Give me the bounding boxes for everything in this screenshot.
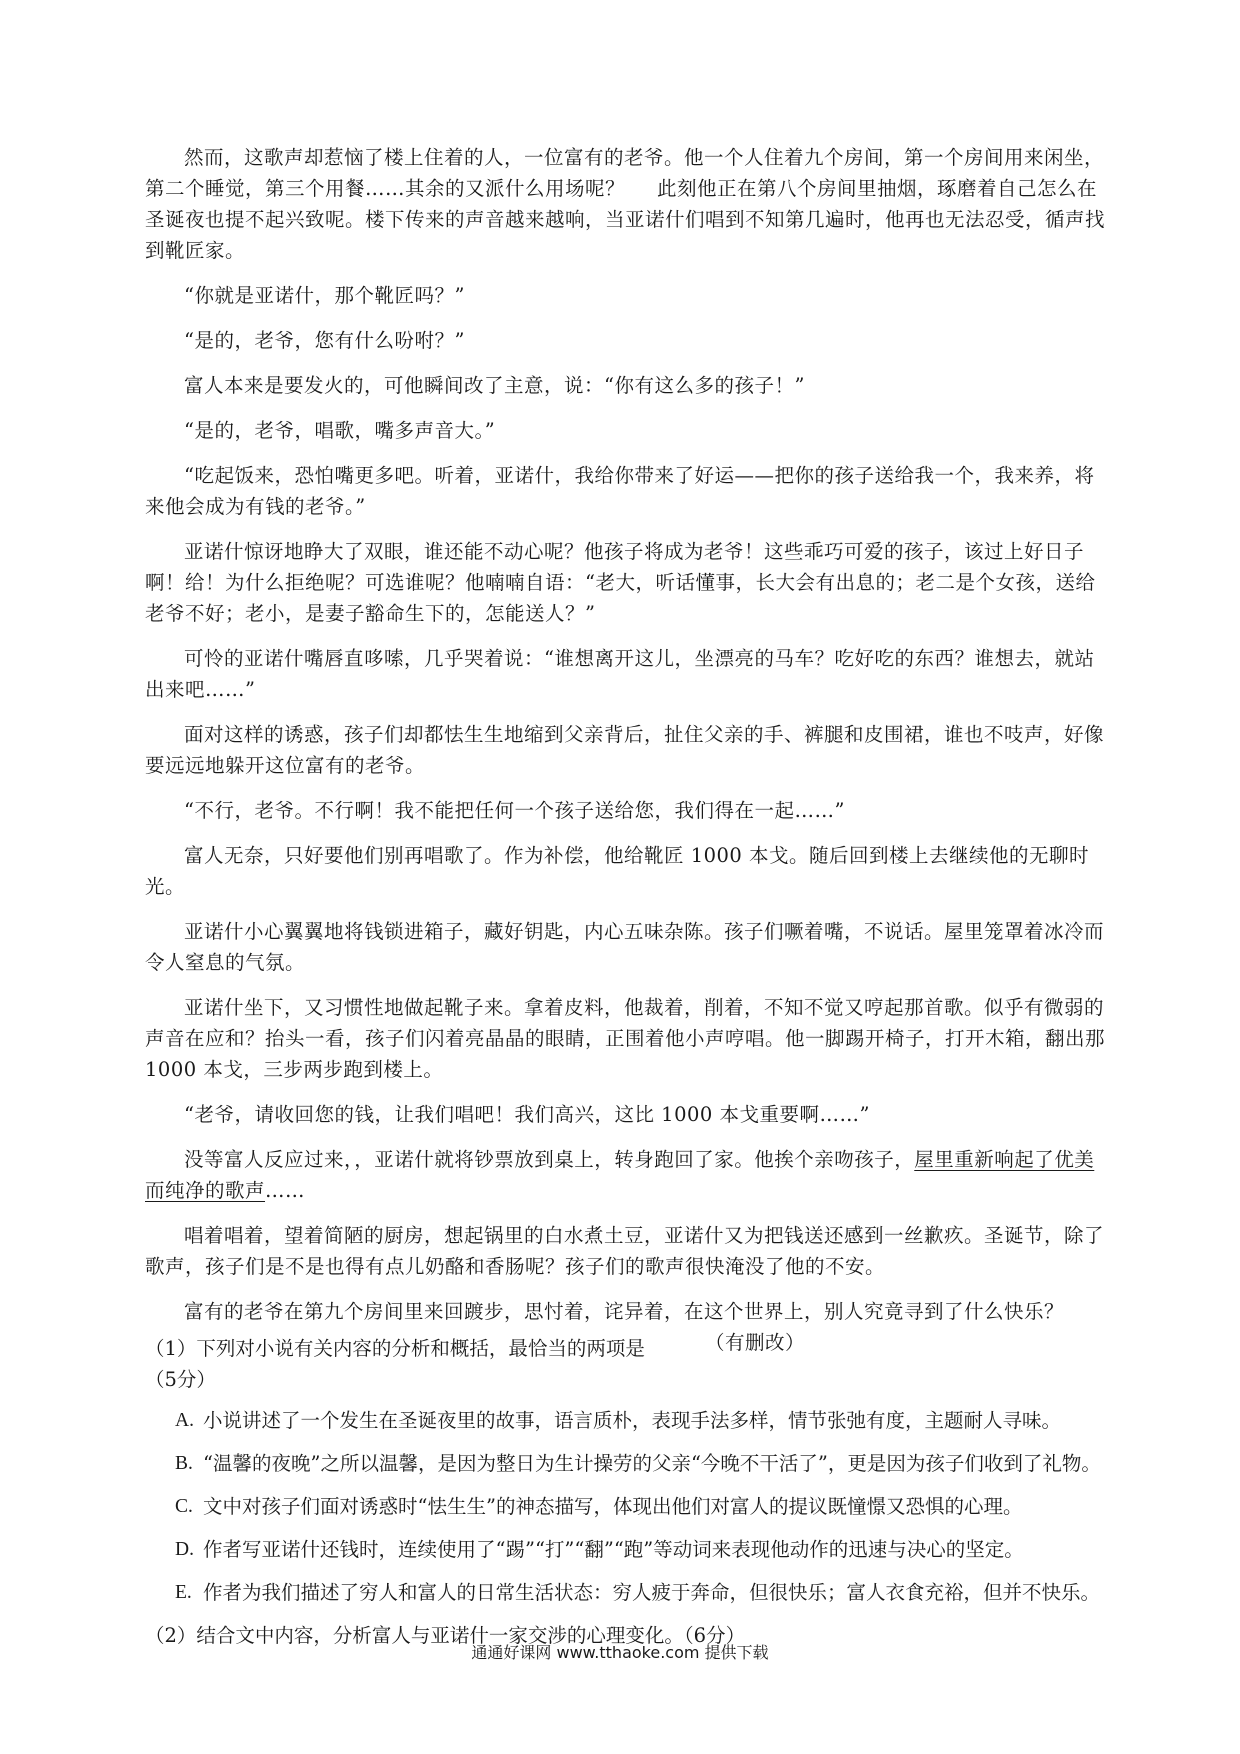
paragraph: “老爷，请收回您的钱，让我们唱吧！我们高兴，这比 1000 本戈重要啊……” xyxy=(184,1103,870,1126)
footer-source: 通通好课网 www.tthaoke.com 提供下载 xyxy=(471,1643,769,1662)
exam-page xyxy=(145,142,1105,1661)
paragraph: “吃起饭来，恐怕嘴更多吧。听着，亚诺什，我给你带来了好运——把你的孩子送给我一个，我来养，将来他会成为有钱的老爷。” xyxy=(145,464,1095,518)
paragraph-text: 然而，这歌声却惹恼了楼上住着的人，一位富有的老爷。他一个人住着九个房间，第一个房间用来闲坐，第二个睡觉，第三个用餐……其余的又派什么用场呢？ xyxy=(145,146,1105,200)
paragraph-text: 此刻他正在第八个房间里抽烟，琢磨着自己怎么在圣诞夜也提不起兴致呢。楼下传来的声音越来越响，当亚诺什们唱到不知第几遍时，他再也无法忍受，循声找到靴匠家。 xyxy=(145,177,1106,262)
edit-note: （有删改） xyxy=(704,1331,805,1354)
paragraph-text: 富有的老爷在第九个房间里来回踱步，思忖着，诧异着，在这个世界上，别人究竟寻到了什么快乐？ xyxy=(184,1300,1065,1323)
option-e xyxy=(175,1577,1105,1608)
option-letter: C. xyxy=(175,1496,193,1517)
option-text: 小说讲述了一个发生在圣诞夜里的故事，语言质朴，表现手法多样，情节张弛有度，主题耐人寻味。 xyxy=(203,1409,1062,1432)
paragraph: 亚诺什惊讶地睁大了双眼，谁还能不动心呢？他孩子将成为老爷！这些乖巧可爱的孩子，该过上好日子啊！给！为什么拒绝呢？可选谁呢？他喃喃自语：“老大，听话懂事，长大会有出息的；老二是个女孩，送给老爷不好；老小，是妻子豁命生下的，怎能送人？” xyxy=(145,540,1096,625)
paragraph: 面对这样的诱惑，孩子们却都怯生生地缩到父亲背后，扯住父亲的手、裤腿和皮围裙，谁也不吱声，好像要远远地躲开这位富有的老爷。 xyxy=(145,723,1105,777)
paragraph: “是的，老爷，您有什么吩咐？” xyxy=(184,329,465,352)
option-d xyxy=(175,1534,1105,1565)
underlined-phrase: 屋里重新响起了优美而纯净的歌声 xyxy=(145,1148,1095,1202)
paragraph: “是的，老爷，唱歌，嘴多声音大。” xyxy=(184,419,496,442)
paragraph: 可怜的亚诺什嘴唇直哆嗦，几乎哭着说：“谁想离开这儿，坐漂亮的马车？吃好吃的东西？谁想去，就站出来吧……” xyxy=(145,647,1095,701)
option-letter: E. xyxy=(175,1582,192,1603)
option-letter: A. xyxy=(175,1410,194,1431)
paragraph: “不行，老爷。不行啊！我不能把任何一个孩子送给您，我们得在一起……” xyxy=(184,799,845,822)
paragraph: 唱着唱着，望着简陋的厨房，想起锅里的白水煮土豆，亚诺什又为把钱送还感到一丝歉疚。圣诞节，除了歌声，孩子们是不是也得有点儿奶酪和香肠呢？孩子们的歌声很快淹没了他的不安。 xyxy=(145,1224,1105,1278)
option-text: 作者为我们描述了穷人和富人的日常生活状态：穷人疲于奔命，但很快乐；富人衣食充裕，但并不快乐。 xyxy=(203,1581,1101,1604)
option-text: “温馨的夜晚”之所以温馨，是因为整日为生计操劳的父亲“今晚不干活了”，更是因为孩子们收到了礼物。 xyxy=(203,1452,1101,1475)
question-1-stem: （1）下列对小说有关内容的分析和概括，最恰当的两项是（5分） xyxy=(145,1337,645,1391)
paragraph: 亚诺什坐下，又习惯性地做起靴子来。拿着皮料，他裁着，削着，不知不觉又哼起那首歌。似乎有微弱的声音在应和？抬头一看，孩子们闪着亮晶晶的眼睛，正围着他小声哼唱。他一脚踢开椅子，打开木箱，翻出那 1000 本戈，三步两步跑到楼上。 xyxy=(145,996,1106,1081)
option-letter: B. xyxy=(175,1453,193,1474)
paragraph xyxy=(145,1296,1105,1354)
paragraph: 亚诺什小心翼翼地将钱锁进箱子，藏好钥匙，内心五味杂陈。孩子们噘着嘴，不说话。屋里笼罩着冰冷而令人窒息的气氛。 xyxy=(145,920,1105,974)
paragraph-text: 没等富人反应过来，，亚诺什就将钞票放到桌上，转身跑回了家。他挨个亲吻孩子， xyxy=(184,1148,915,1171)
option-text: 文中对孩子们面对诱惑时“怯生生”的神态描写，体现出他们对富人的提议既憧憬又恐惧的心理。 xyxy=(203,1495,1023,1518)
option-b xyxy=(175,1448,1105,1479)
option-a xyxy=(175,1405,1105,1436)
paragraph: 富人无奈，只好要他们别再唱歌了。作为补偿，他给靴匠 1000 本戈。随后回到楼上去继续他的无聊时光。 xyxy=(145,844,1090,898)
option-letter: D. xyxy=(175,1539,194,1560)
option-text: 作者写亚诺什还钱时，连续使用了“踢”“打”“翻”“跑”等动词来表现他动作的迅速与决心的坚定。 xyxy=(203,1538,1024,1561)
paragraph: 富人本来是要发火的，可他瞬间改了主意，说：“你有这么多的孩子！” xyxy=(184,374,805,397)
question-2-stem: （2）结合文中内容，分析富人与亚诺什一家交涉的心理变化。（6分） xyxy=(145,1624,746,1647)
paragraph: “你就是亚诺什，那个靴匠吗？” xyxy=(184,284,465,307)
paragraph-text: …… xyxy=(265,1179,306,1202)
paragraph xyxy=(145,1144,1105,1206)
paragraph xyxy=(145,142,1105,266)
option-c xyxy=(175,1491,1105,1522)
